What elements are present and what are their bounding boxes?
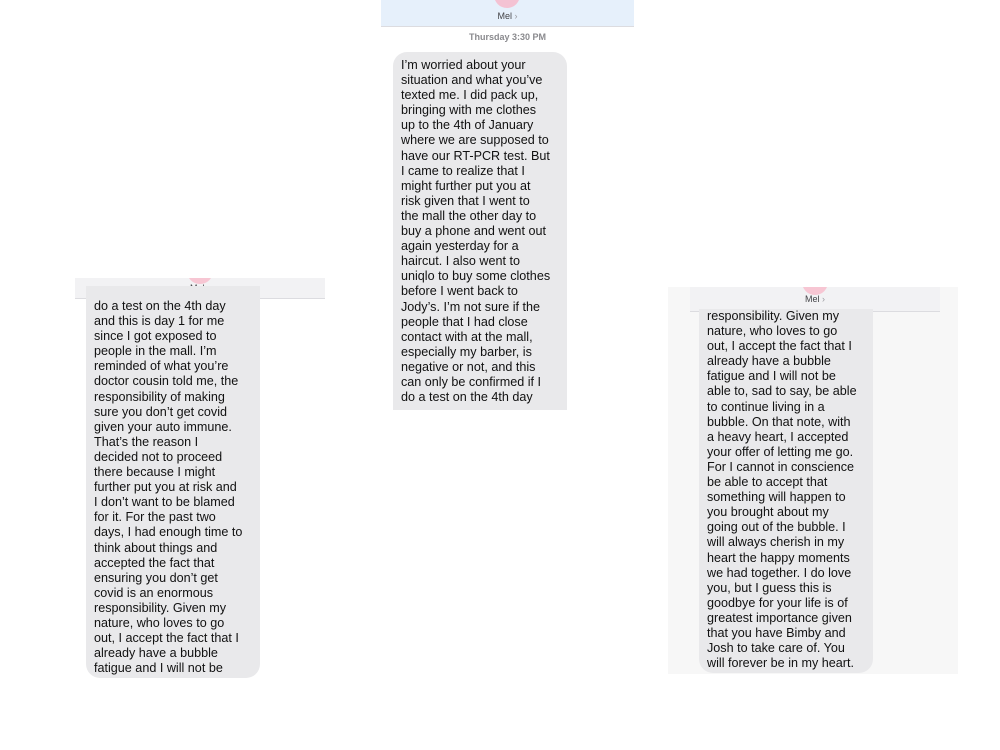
message-line: further put you at risk and — [94, 480, 237, 495]
message-text — [707, 309, 857, 671]
message-line: texted me. I did pack up, — [401, 88, 539, 103]
message-line: reminded of what you’re — [94, 359, 229, 374]
message-line: where we are supposed to — [401, 133, 549, 148]
contact-avatar[interactable] — [494, 0, 520, 8]
message-line: able to, sad to say, be able — [707, 384, 857, 399]
chevron-right-icon: › — [512, 11, 518, 21]
message-line: haircut. I also went to — [401, 254, 521, 269]
message-line: for it. For the past two — [94, 510, 216, 525]
message-line: nature, who loves to go — [707, 324, 838, 339]
screenshot-1 — [381, 0, 634, 410]
message-line: people that I had close — [401, 314, 528, 329]
message-line: responsibility. Given my — [707, 309, 840, 323]
screenshot-3 — [668, 287, 958, 674]
message-line: out, I accept the fact that I — [707, 339, 852, 354]
contact-name-header[interactable] — [690, 294, 940, 304]
message-line: I came to realize that I — [401, 163, 525, 178]
contact-name: Mel — [497, 11, 512, 21]
message-line: already have a bubble — [707, 354, 831, 369]
message-line: That’s the reason I — [94, 434, 199, 449]
message-line: fatigue and I will not be — [707, 369, 836, 384]
message-line: Jody’s. I’m not sure if the — [401, 299, 541, 314]
message-line: For I cannot in conscience — [707, 459, 855, 474]
message-line: going out of the bubble. I — [707, 520, 846, 535]
message-line: doctor cousin told me, the — [94, 374, 239, 389]
message-line: goodbye for your life is of — [707, 595, 848, 610]
message-line: again yesterday for a — [401, 239, 519, 254]
message-line: we had together. I do love — [707, 565, 852, 580]
message-line: your offer of letting me go. — [707, 444, 854, 459]
message-line: before I went back to — [401, 284, 518, 299]
message-timestamp: Thursday 3:30 PM — [468, 32, 547, 42]
message-line: responsibility. Given my — [94, 600, 227, 615]
message-line: do a test on the 4th day — [401, 390, 533, 405]
message-line: days, I had enough time to — [94, 525, 243, 540]
message-line: think about things and — [94, 540, 218, 555]
message-line: and this is day 1 for me — [94, 314, 225, 329]
message-line: risk given that I went to — [401, 193, 530, 208]
message-line: that you have Bimby and — [707, 625, 846, 640]
message-line: uniqlo to buy some clothes — [401, 269, 551, 284]
message-bubble — [393, 52, 567, 410]
message-line: I’m worried about your — [401, 58, 526, 72]
message-line: bubble. On that note, with — [707, 414, 851, 429]
message-line: especially my barber, is — [401, 344, 532, 359]
message-line: contact with at the mall, — [401, 329, 533, 344]
message-line: will forever be in my heart. — [707, 656, 854, 671]
message-line: fatigue and I will not be — [94, 661, 223, 676]
message-line: heart the happy moments — [707, 550, 850, 565]
message-line: the mall the other day to — [401, 208, 537, 223]
message-line: can only be confirmed if I — [401, 374, 542, 389]
message-line: something will happen to — [707, 490, 846, 505]
message-line: already have a bubble — [94, 646, 218, 661]
chevron-right-icon: › — [819, 294, 825, 304]
message-line: you, but I guess this is — [707, 580, 832, 595]
message-line: bringing with me clothes — [401, 103, 537, 118]
message-line: will always cherish in my — [707, 535, 845, 550]
message-line: you brought about my — [707, 505, 829, 520]
message-line: situation and what you’ve — [401, 73, 543, 88]
message-text — [94, 299, 242, 676]
message-line: be able to accept that — [707, 475, 828, 490]
message-line: I don’t want to be blamed — [94, 495, 235, 510]
message-line: nature, who loves to go — [94, 615, 225, 630]
message-bubble — [86, 286, 260, 678]
conversation-header — [381, 0, 634, 27]
message-line: up to the 4th of January — [401, 118, 534, 133]
message-line: might further put you at — [401, 178, 531, 193]
contact-name-header[interactable] — [381, 11, 634, 21]
message-line: do a test on the 4th day — [94, 299, 226, 313]
screenshot-2 — [75, 278, 325, 684]
contact-name: Mel — [804, 294, 820, 304]
message-line: responsibility of making — [94, 389, 225, 404]
message-bubble — [699, 309, 873, 673]
message-line: sure you don’t get covid — [94, 404, 228, 419]
message-line: buy a phone and went out — [401, 224, 546, 239]
message-line: greatest importance given — [707, 610, 852, 625]
message-line: given your auto immune. — [94, 419, 232, 434]
message-line: there because I might — [94, 465, 216, 480]
message-line: out, I accept the fact that I — [94, 631, 239, 646]
message-line: a heavy heart, I accepted — [707, 429, 849, 444]
message-line: Josh to take care of. You — [707, 641, 845, 656]
message-line: accepted the fact that — [94, 555, 215, 570]
message-line: negative or not, and this — [401, 359, 536, 374]
message-line: covid is an enormous — [94, 585, 214, 600]
message-line: have our RT-PCR test. But — [401, 148, 550, 163]
message-line: to continue living in a — [707, 399, 825, 414]
message-text — [401, 58, 550, 405]
message-line: since I got exposed to — [94, 329, 217, 344]
message-line: decided not to proceed — [94, 449, 223, 464]
message-line: people in the mall. I’m — [94, 344, 217, 359]
message-line: ensuring you don’t get — [94, 570, 218, 585]
